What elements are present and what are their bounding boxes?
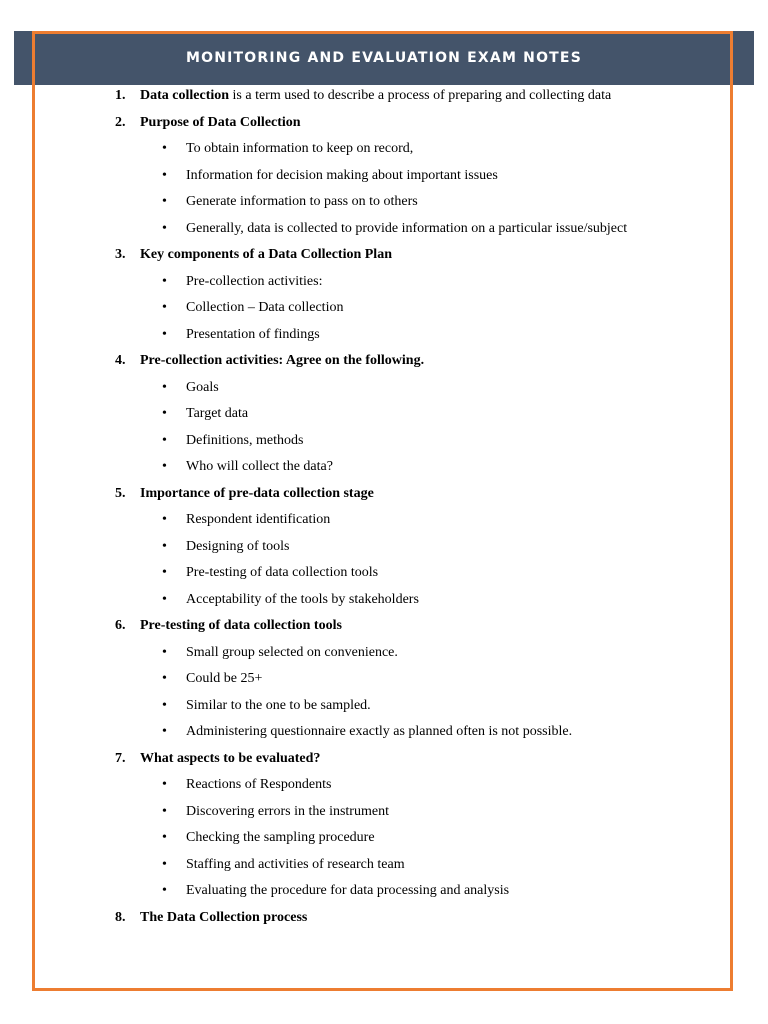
list-item xyxy=(0,853,768,880)
list-item xyxy=(0,826,768,853)
section-heading-text xyxy=(140,88,611,104)
bullet-icon: • xyxy=(162,671,167,686)
bullet-icon: • xyxy=(162,883,167,898)
bullet-icon: • xyxy=(162,432,167,448)
section-number: 3. xyxy=(115,247,126,262)
list-item-text: Acceptability of the tools by stakeholders xyxy=(186,591,419,607)
list-item-text: Who will collect the data? xyxy=(186,459,333,474)
list-item xyxy=(0,455,768,482)
section-heading-bold: Data collection xyxy=(140,88,230,103)
list-item xyxy=(0,190,768,217)
section-heading xyxy=(0,906,768,933)
list-item-text: Similar to the one to be sampled. xyxy=(186,697,371,713)
bullet-icon: • xyxy=(162,591,167,607)
bullet-icon: • xyxy=(162,538,167,554)
list-item xyxy=(0,641,768,668)
section-heading-bold: What aspects to be evaluated? xyxy=(140,750,321,766)
list-item-text: Could be 25+ xyxy=(186,671,263,686)
section-heading-text xyxy=(140,115,301,131)
bullet-icon: • xyxy=(162,724,167,739)
section-heading xyxy=(0,482,768,509)
bullet-icon: • xyxy=(162,697,167,713)
list-item xyxy=(0,217,768,244)
list-item xyxy=(0,270,768,297)
section-heading-text xyxy=(140,618,342,634)
list-item-text: To obtain information to keep on record, xyxy=(186,141,414,156)
bullet-icon: • xyxy=(162,300,167,315)
section-heading-text xyxy=(140,910,307,926)
section-heading xyxy=(0,84,768,111)
list-item-text: Generally, data is collected to provide information on a particular issue/subject xyxy=(186,220,628,236)
bullet-icon: • xyxy=(162,644,167,660)
list-item xyxy=(0,535,768,562)
list-item xyxy=(0,137,768,164)
bullet-icon: • xyxy=(162,273,167,289)
list-item xyxy=(0,323,768,350)
bullet-icon: • xyxy=(162,856,167,872)
list-item-text: Pre-collection activities: xyxy=(186,273,323,289)
section-heading-bold: Purpose of Data Collection xyxy=(140,114,301,130)
bullet-icon: • xyxy=(162,379,167,395)
section-heading-text xyxy=(140,247,392,263)
list-item-text: Designing of tools xyxy=(186,538,290,554)
bullet-icon: • xyxy=(162,777,167,792)
section-heading xyxy=(0,747,768,774)
section-heading-bold: Pre-testing of data collection tools xyxy=(140,618,342,633)
list-item-text: Reactions of Respondents xyxy=(186,777,332,792)
bullet-icon: • xyxy=(162,803,167,819)
bullet-icon: • xyxy=(162,141,167,156)
section-heading xyxy=(0,243,768,270)
bullet-icon: • xyxy=(162,565,167,580)
bullet-icon: • xyxy=(162,194,167,209)
list-item-text: Information for decision making about important issues xyxy=(186,167,498,183)
section-number: 5. xyxy=(115,485,126,501)
list-item xyxy=(0,376,768,403)
list-item xyxy=(0,508,768,535)
list-item xyxy=(0,588,768,615)
list-item xyxy=(0,296,768,323)
bullet-icon: • xyxy=(162,830,167,845)
section-heading-bold: The Data Collection process xyxy=(140,909,308,925)
list-item xyxy=(0,164,768,191)
bullet-icon: • xyxy=(162,512,167,527)
section-number: 4. xyxy=(115,353,126,368)
section-heading-rest: is a term used to describe a process of preparing and collecting data xyxy=(229,88,612,103)
list-item-text: Respondent identification xyxy=(186,512,331,527)
section-number: 7. xyxy=(115,750,126,766)
section-heading-bold: Key components of a Data Collection Plan xyxy=(140,247,392,262)
page-title: MONITORING AND EVALUATION EXAM NOTES xyxy=(186,50,582,66)
list-item-text: Collection – Data collection xyxy=(186,300,344,315)
section-number: 6. xyxy=(115,618,126,633)
list-item-text: Goals xyxy=(186,379,219,395)
notes-content xyxy=(0,84,768,932)
list-item-text: Discovering errors in the instrument xyxy=(186,803,389,819)
section-number: 1. xyxy=(115,88,126,103)
section-heading xyxy=(0,349,768,376)
list-item xyxy=(0,879,768,906)
section-heading xyxy=(0,614,768,641)
list-item-text: Administering questionnaire exactly as planned often is not possible. xyxy=(186,724,573,739)
list-item-text: Generate information to pass on to others xyxy=(186,194,418,209)
list-item-text: Target data xyxy=(186,406,249,421)
section-heading-text xyxy=(140,353,424,369)
bullet-icon: • xyxy=(162,220,167,236)
list-item-text: Pre-testing of data collection tools xyxy=(186,565,379,580)
list-item xyxy=(0,402,768,429)
list-item-text: Small group selected on convenience. xyxy=(186,644,398,660)
list-item-text: Checking the sampling procedure xyxy=(186,830,375,845)
list-item xyxy=(0,561,768,588)
list-item xyxy=(0,800,768,827)
list-item-text: Definitions, methods xyxy=(186,432,304,448)
section-heading-bold: Importance of pre-data collection stage xyxy=(140,485,374,501)
list-item-text: Staffing and activities of research team xyxy=(186,856,405,872)
bullet-icon: • xyxy=(162,167,167,183)
list-item xyxy=(0,694,768,721)
list-item xyxy=(0,667,768,694)
bullet-icon: • xyxy=(162,326,167,342)
section-number: 2. xyxy=(115,114,126,130)
section-heading-text xyxy=(140,751,320,767)
section-heading-text xyxy=(140,486,374,502)
section-heading xyxy=(0,111,768,138)
list-item-text: Evaluating the procedure for data processing and analysis xyxy=(186,883,510,898)
bullet-icon: • xyxy=(162,406,167,421)
list-item xyxy=(0,429,768,456)
section-heading-bold: Pre-collection activities: Agree on the following. xyxy=(140,353,425,368)
list-item xyxy=(0,720,768,747)
list-item-text: Presentation of findings xyxy=(186,326,320,342)
bullet-icon: • xyxy=(162,459,167,474)
section-number: 8. xyxy=(115,909,126,925)
list-item xyxy=(0,773,768,800)
